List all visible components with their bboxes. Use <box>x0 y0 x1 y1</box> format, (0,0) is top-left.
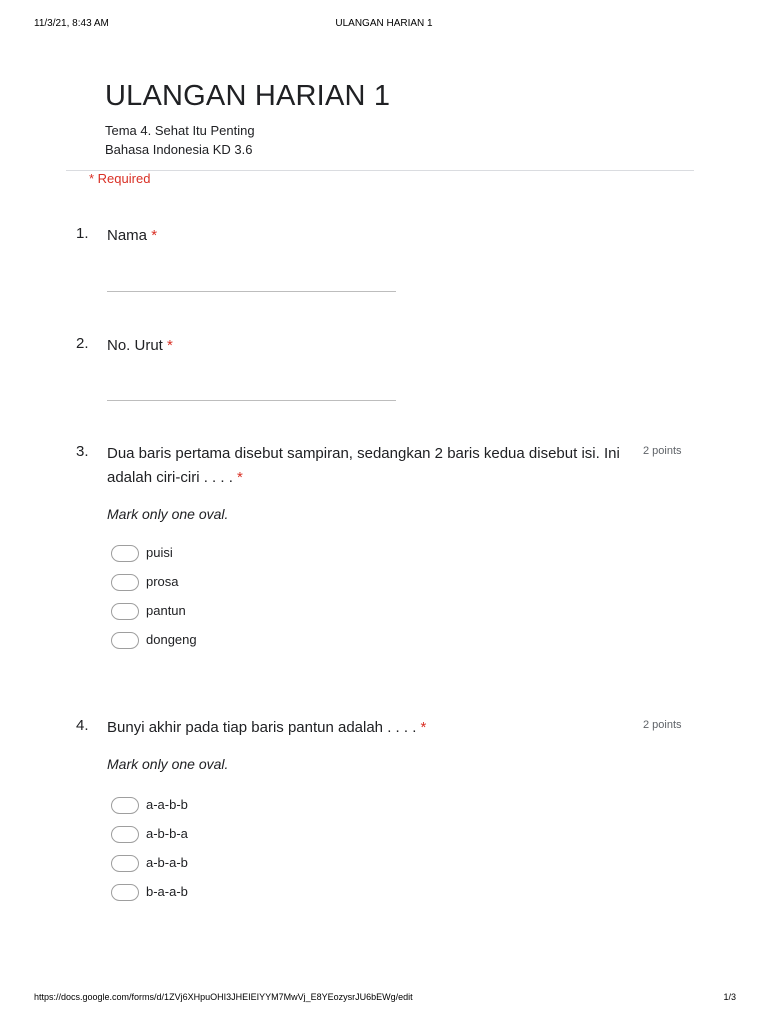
no-urut-answer-line[interactable] <box>107 400 396 401</box>
question-title-text: No. Urut <box>107 337 163 354</box>
form-description-line: Tema 4. Sehat Itu Penting <box>105 123 255 138</box>
option-label: a-b-a-b <box>146 855 188 870</box>
question-title <box>107 442 635 490</box>
radio-oval[interactable] <box>111 603 139 620</box>
question-title-text: Bunyi akhir pada tiap baris pantun adalah . . . . <box>107 719 417 736</box>
option-label: b-a-a-b <box>146 884 188 899</box>
question-instruction: Mark only one oval. <box>107 756 229 772</box>
question-title <box>107 334 635 358</box>
option-label: a-a-b-b <box>146 797 188 812</box>
print-header-title: ULANGAN HARIAN 1 <box>335 18 433 29</box>
required-asterisk: * <box>420 719 427 736</box>
print-footer-url: https://docs.google.com/forms/d/1ZVj6XHpuOHI3JHEIEIYYM7MwVj_E8YEozysrJU6bEWg/edit <box>34 992 413 1002</box>
print-datetime: 11/3/21, 8:43 AM <box>34 18 109 29</box>
question-number: 3. <box>76 443 89 460</box>
required-asterisk: * <box>167 337 173 354</box>
radio-oval[interactable] <box>111 855 139 872</box>
header-divider <box>66 170 694 171</box>
required-asterisk: * <box>151 227 158 244</box>
option-label: puisi <box>146 545 173 560</box>
radio-oval[interactable] <box>111 884 139 901</box>
form-title: ULANGAN HARIAN 1 <box>105 80 391 112</box>
option-label: prosa <box>146 574 179 589</box>
form-description <box>105 121 255 159</box>
radio-oval[interactable] <box>111 574 139 591</box>
question-title-text: adalah ciri-ciri . . . . <box>107 469 233 486</box>
question-title-text: Nama <box>107 227 148 244</box>
question-number: 1. <box>76 225 89 242</box>
radio-oval[interactable] <box>111 826 139 843</box>
radio-oval[interactable] <box>111 797 139 814</box>
option-label: a-b-b-a <box>146 826 188 841</box>
question-instruction: Mark only one oval. <box>107 506 229 522</box>
question-title-line <box>107 466 635 490</box>
nama-answer-line[interactable] <box>107 291 396 292</box>
radio-oval[interactable] <box>111 545 139 562</box>
print-page-number: 1/3 <box>723 992 736 1002</box>
required-note: * Required <box>89 171 151 186</box>
points-badge: 2 points <box>643 445 682 457</box>
radio-oval[interactable] <box>111 632 139 649</box>
question-title <box>107 224 635 248</box>
question-title-line: Dua baris pertama disebut sampiran, sedangkan 2 baris kedua disebut isi. Ini <box>107 445 620 462</box>
option-label: dongeng <box>146 632 197 647</box>
required-asterisk: * <box>237 469 243 486</box>
question-number: 2. <box>76 335 89 352</box>
option-label: pantun <box>146 603 186 618</box>
question-number: 4. <box>76 717 89 734</box>
form-description-line: Bahasa Indonesia KD 3.6 <box>105 142 253 157</box>
question-title <box>107 716 635 740</box>
points-badge: 2 points <box>643 719 682 731</box>
